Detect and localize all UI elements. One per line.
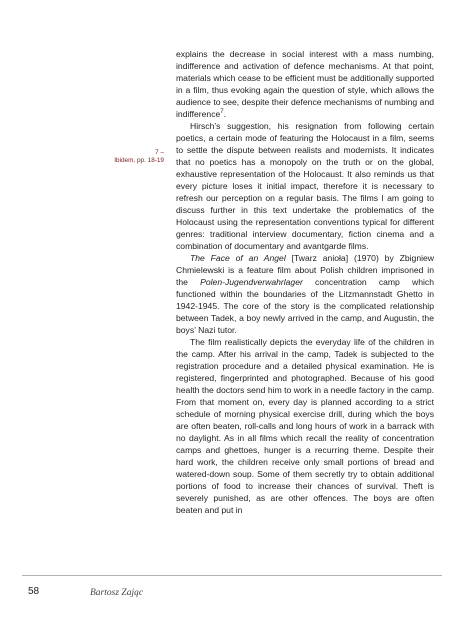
- film-title: The Face of an Angel: [190, 253, 286, 263]
- paragraph-3-part-a: [Twarz anioła] (1970) by Zbigniew Chmielewski is a feature film about Polish children imprisoned in the: [176, 253, 434, 287]
- footnote-number: 7 –: [155, 149, 164, 156]
- camp-name: Polen-Jugendverwahrlager: [200, 277, 303, 287]
- footer-divider: [22, 575, 442, 576]
- page-number: 58: [28, 586, 40, 597]
- footnote-text: Ibidem, pp. 18-19: [114, 157, 164, 164]
- paragraph-4: The film realistically depicts the everyday life of the children in the camp. After his arrival in the camp, Tadek is subjected to the registration procedure and a detailed physical examination. He is registered, fingerprinted and photographed. Because of his good health the doctors send him to work in a needle factory in the camp. From that moment on, every day is planned according to a strict schedule of morning physical exercise drill, during which the boys are often beaten, roll-calls and long hours of work in a barrack with no daylight. As in all films which recall the reality of concentration camps and ghettoes, hunger is a recurring theme. Despite their hard work, the children receive only small portions of bread and watered-down soup. Some of them secretly try to obtain additional portions of food to increase their chances of survival. Theft is severely punished, as are other offences. The boys are often beaten and put in: [176, 337, 434, 515]
- paragraph-3-part-b: concentration camp which functioned within the boundaries of the Litzmannstadt Ghetto in 1942-1945. The core of the story is the complicated relationship between Tadek, a boy newly arrived in the camp, and Augustin, the boys’ Nazi tutor.: [176, 277, 434, 335]
- footnote-reference: 7: [220, 109, 224, 116]
- paragraph-1-text: explains the decrease in social interest with a mass numbing, indifference and activation of defence mechanisms. At that point, materials which cease to be efficient must be additionally supported in a film, thus evoking again the question of style, which allows the audience to see, despite their defence mechanisms of numbing and indifference: [176, 49, 434, 119]
- paragraph-1: [176, 48, 434, 120]
- running-author: Bartosz Zając: [90, 588, 144, 598]
- paragraph-2: Hirsch’s suggestion, his resignation from following certain poetics, a certain mode of featuring the Holocaust in a film, seems to settle the dispute between realists and modernists. It indicates that no poetics has a monopoly on the truth or on the global, exhaustive representation of the Holocaust. It also reminds us that every picture loses it initial impact, therefore it is necessary to refresh our perception on a regular basis. The films I am going to discuss further in this text undertake the problematics of the Holocaust using the representation conventions typical for different genres: traditional interview documentary, fiction cinema and a combination of documentary and avantgarde films.: [176, 121, 434, 251]
- paragraph-1-end: .: [223, 109, 227, 119]
- body-text-column: [176, 48, 434, 516]
- margin-footnote: [74, 149, 164, 165]
- paragraph-3: [176, 252, 434, 336]
